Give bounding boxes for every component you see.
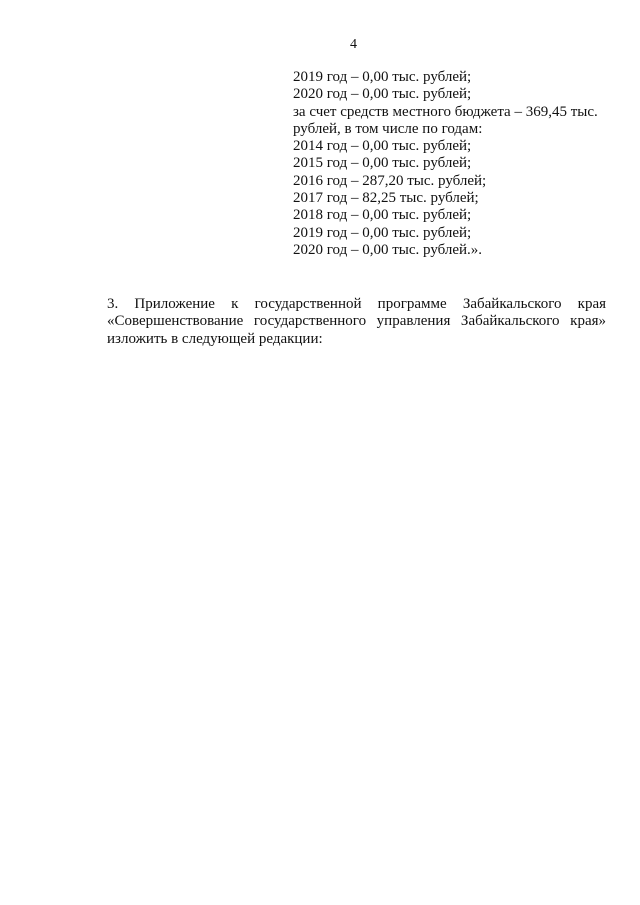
funding-line: 2016 год – 287,20 тыс. рублей; bbox=[293, 172, 487, 189]
funding-list bbox=[293, 69, 598, 259]
funding-line: 2018 год – 0,00 тыс. рублей; bbox=[293, 207, 472, 224]
paragraph-line: 3. Приложение к государственной программе Забайкальского края bbox=[107, 296, 606, 312]
funding-line: рублей, в том числе по годам: bbox=[293, 120, 483, 137]
funding-line: 2019 год – 0,00 тыс. рублей; bbox=[293, 69, 472, 85]
paragraph-line: «Совершенствование государственного управления Забайкальского края» bbox=[107, 313, 606, 330]
funding-line: 2019 год – 0,00 тыс. рублей; bbox=[293, 224, 472, 241]
funding-line: 2020 год – 0,00 тыс. рублей.». bbox=[293, 241, 483, 258]
paragraph-3 bbox=[107, 296, 606, 348]
funding-line: 2017 год – 82,25 тыс. рублей; bbox=[293, 190, 479, 207]
funding-line: 2014 год – 0,00 тыс. рублей; bbox=[293, 138, 472, 155]
funding-line: 2020 год – 0,00 тыс. рублей; bbox=[293, 86, 472, 103]
funding-line: 2015 год – 0,00 тыс. рублей; bbox=[293, 155, 472, 172]
funding-line: за счет средств местного бюджета – 369,45 тыс. bbox=[293, 103, 598, 120]
page-number: 4 bbox=[350, 37, 357, 52]
paragraph-line: изложить в следующей редакции: bbox=[107, 330, 323, 347]
